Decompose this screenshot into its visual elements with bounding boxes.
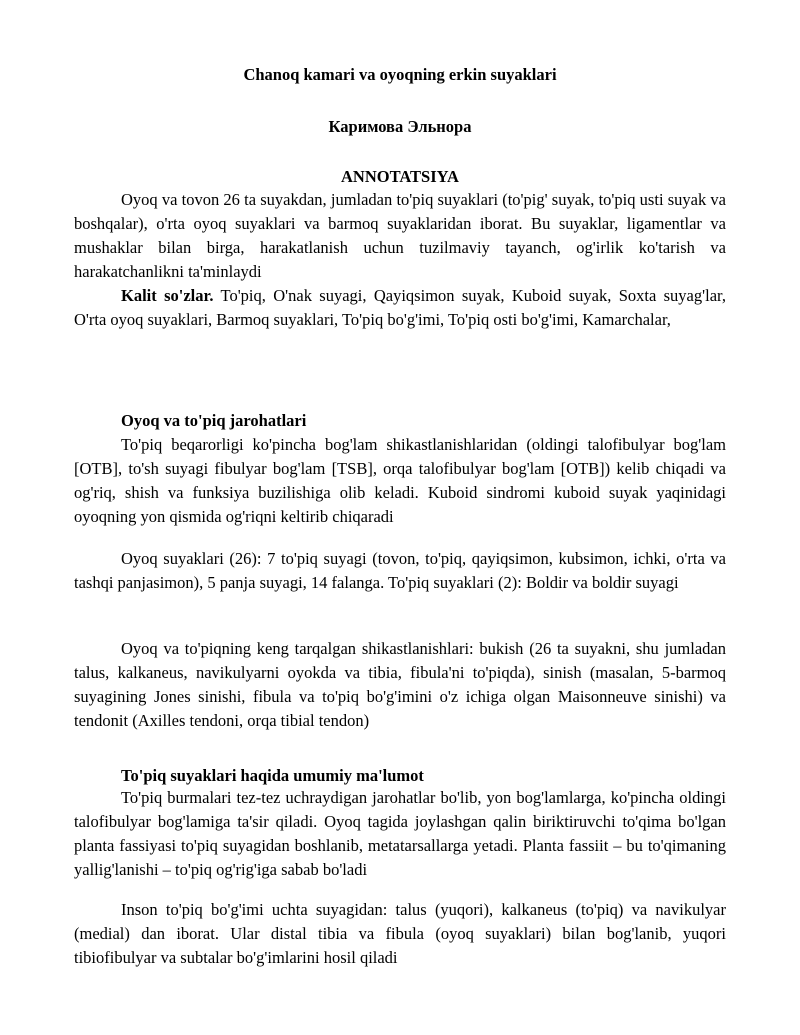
section1-heading: Oyoq va to'piq jarohatlari bbox=[121, 411, 307, 430]
section2-paragraph-2-block bbox=[74, 898, 726, 970]
annotation-heading: ANNOTATSIYA bbox=[341, 167, 459, 186]
keywords-label: Kalit so'zlar. bbox=[121, 286, 214, 305]
keywords-paragraph bbox=[74, 284, 726, 332]
section2-paragraph-2: Inson to'piq bo'g'imi uchta suyagidan: talus (yuqori), kalkaneus (to'piq) va navikulyar (medial) dan iborat. Ular distal tibia va fibula (oyoq suyaklari) bilan bog'lanib, yuqori tibiofibulyar va subtalar bo'g'imlarini hosil qiladi bbox=[74, 900, 726, 967]
author-name: Каримова Эльнора bbox=[328, 117, 472, 136]
section1-paragraph-2: Oyoq suyaklari (26): 7 to'piq suyagi (tovon, to'piq, qayiqsimon, kubsimon, ichki, o'rta va tashqi panjasimon), 5 panja suyagi, 14 falanga. To'piq suyaklari (2): Boldir va boldir suyagi bbox=[74, 549, 726, 592]
section2-paragraph-1: To'piq burmalari tez-tez uchraydigan jarohatlar bo'lib, yon bog'lamlarga, ko'pincha oldingi talofibulyar bog'lamiga ta'sir qiladi. Oyoq tagida joylashgan qalin biriktiruvchi to'qima bo'lgan planta fassiyasi to'piq suyagidan boshlanib, metatarsallarga yetadi. Planta fassiit – bu to'qimaning yallig'lanishi – to'piq og'rig'iga sabab bo'ladi bbox=[74, 788, 726, 879]
section1-paragraph-3: Oyoq va to'piqning keng tarqalgan shikastlanishlari: bukish (26 ta suyakni, shu jumladan talus, kalkaneus, navikulyarni oyokda va tibia, fibula'ni to'piqda), sinish (masalan, 5-barmoq suyagining Jones sinishi, fibula va to'piq bo'g'imini o'z ichiga olgan Maisonneuve sinishi) va tendonit (Axilles tendoni, orqa tibial tendon) bbox=[74, 639, 726, 730]
section1-paragraph-1: To'piq beqarorligi ko'pincha bog'lam shikastlanishlaridan (oldingi talofibulyar bog'lam [OTB], to'sh suyagi fibulyar bog'lam [TSB], orqa talofibulyar bog'lam [OTB]) kelib chiqadi va og'riq, shish va funksiya buzilishiga olib keladi. Kuboid sindromi kuboid suyak yaqinidagi oyoqning yon qismida og'riqni keltirib chiqaradi bbox=[74, 435, 726, 526]
section1-paragraph-2-block bbox=[74, 547, 726, 595]
annotation-block bbox=[74, 188, 726, 332]
keywords-text: To'piq, O'nak suyagi, Qayiqsimon suyak, Kuboid suyak, Soxta suyag'lar, O'rta oyoq suyaklari, Barmoq suyaklari, To'piq bo'g'imi, To'piq osti bo'g'imi, Kamarchalar, bbox=[74, 286, 726, 329]
section1-paragraph-1-block bbox=[74, 433, 726, 529]
section1-paragraph-3-block bbox=[74, 637, 726, 733]
annotation-paragraph: Oyoq va tovon 26 ta suyakdan, jumladan to'piq suyaklari (to'pig' suyak, to'piq usti suyak va boshqalar), o'rta oyoq suyaklari va barmoq suyaklaridan iborat. Bu suyaklar, ligamentlar va mushaklar bilan birga, harakatlanish uchun tuzilmaviy tayanch, og'irlik ko'tarish va harakatchanlikni ta'minlaydi bbox=[74, 190, 726, 281]
section2-paragraph-1-block bbox=[74, 786, 726, 882]
paper-title: Chanoq kamari va oyoqning erkin suyaklari bbox=[243, 65, 557, 84]
section2-heading: To'piq suyaklari haqida umumiy ma'lumot bbox=[121, 766, 424, 785]
